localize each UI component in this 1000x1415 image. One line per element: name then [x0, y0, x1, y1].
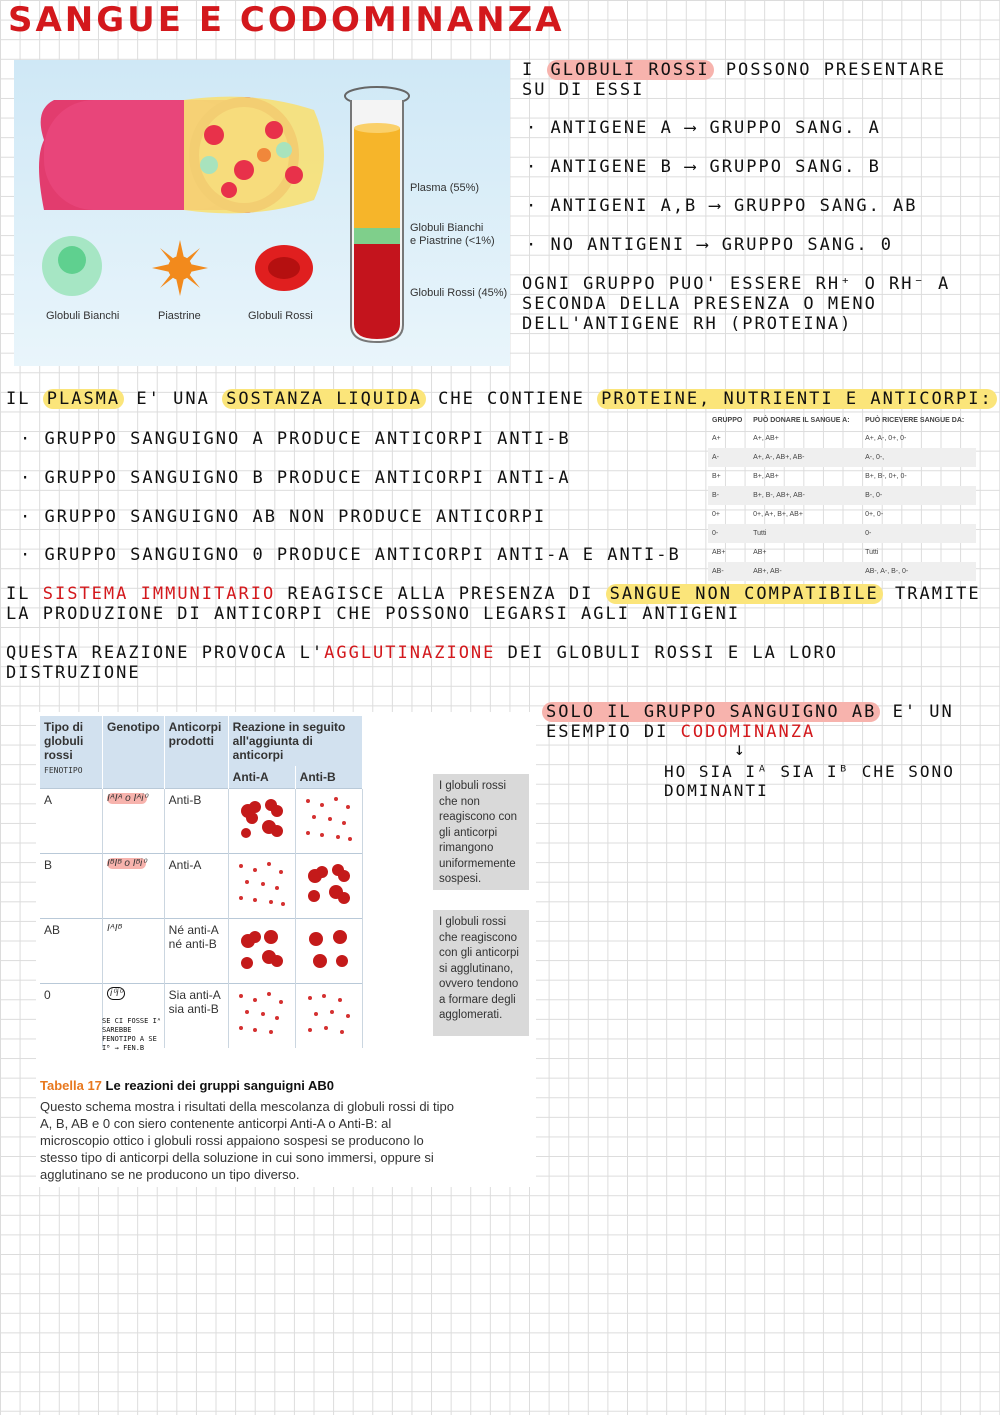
- table-row: 0- Tutti 0-: [708, 524, 976, 543]
- suspended-cells: [300, 988, 358, 1040]
- agglutinated-cells: [233, 923, 291, 975]
- table-caption: Tabella 17 Le reazioni dei gruppi sanguigni AB0 Questo schema mostra i risultati della mescolanza di globuli rossi di tipo A, B, AB e 0 con siero contenente anticorpi Anti-A o Anti-B: al microscopio ottico i globuli rossi appaiono sospesi se producono lo stesso tipo di anticorpi della soluzione in cui sono immersi, oppure si agglutinano se ne producono un tipo diverso.: [40, 1078, 455, 1182]
- codominance-note: SOLO IL GRUPPO SANGUIGNO AB E' UN: [542, 702, 954, 722]
- group-item: · GRUPPO SANGUIGNO AB NON PRODUCE ANTICORPI: [20, 507, 547, 527]
- reaction-header: Reazione in seguito all'aggiunta di anticorpi: [228, 716, 362, 766]
- immune-line-2: LA PRODUZIONE DI ANTICORPI CHE POSSONO LEGARSI AGLI ANTIGENI: [6, 604, 741, 624]
- rbc-label: Globuli Rossi: [248, 310, 313, 322]
- group-item: · GRUPPO SANGUIGNO B PRODUCE ANTICORPI ANTI-A: [20, 468, 571, 488]
- codominance-note-4: DOMINANTI: [664, 781, 769, 800]
- table-row: A+ A+, AB+ A+, A-, 0+, 0-: [712, 435, 907, 442]
- genotype-header: Genotipo: [103, 716, 165, 789]
- table-row: B- B+, B-, AB+, AB- B-, 0-: [708, 486, 976, 505]
- down-arrow-icon: ↓: [734, 739, 745, 760]
- callout-suspended: I globuli rossi che non reagiscono con gli anticorpi rimangono uniformemente sospesi.: [433, 774, 529, 890]
- blood-donation-table: [708, 412, 976, 581]
- codominance-note-2: ESEMPIO DI CODOMINANZA: [546, 722, 816, 742]
- plasma-line: IL PLASMA E' UNA SOSTANZA LIQUIDA CHE CONTIENE PROTEINE, NUTRIENTI E ANTICORPI:: [6, 389, 997, 409]
- antigen-item: · ANTIGENE B ⟶ GRUPPO SANG. B: [526, 157, 881, 177]
- antigen-item: · NO ANTIGENI ⟶ GRUPPO SANG. 0: [526, 235, 894, 255]
- agglutinated-cells: [300, 858, 358, 910]
- codominance-note-3: HO SIA Iᴬ SIA Iᴮ CHE SONO: [664, 762, 955, 781]
- page-title: SANGUE E CODOMINANZA: [8, 0, 565, 40]
- rh-note: DELL'ANTIGENE RH (PROTEINA): [522, 314, 853, 334]
- table-row: 0 i⁰i⁰ Sia anti-A sia anti-B: [40, 984, 362, 1049]
- wbc-label: Globuli Bianchi: [46, 310, 120, 322]
- blood-composition-figure: [14, 60, 510, 366]
- group-item: · GRUPPO SANGUIGNO A PRODUCE ANTICORPI ANTI-B: [20, 429, 571, 449]
- table-row: B IᴮIᴮ o Iᴮi⁰ Anti-A: [40, 854, 362, 919]
- abo-table: [40, 716, 363, 1048]
- suspended-cells: [300, 793, 358, 845]
- agglutinated-cells: [233, 793, 291, 845]
- reaction-line: QUESTA REAZIONE PROVOCA L'AGGLUTINAZIONE DEI GLOBULI ROSSI E LA LORO: [6, 643, 838, 663]
- table-header: PUÒ DONARE IL SANGUE A:: [753, 417, 850, 424]
- table-row: A- A+, A-, AB+, AB- A-, 0-,: [708, 448, 976, 467]
- callout-agglutinated: I globuli rossi che reagiscono con gli anticorpi si agglutinano, ovvero tendono a formare degli agglomerati.: [433, 910, 529, 1036]
- antigen-item: · ANTIGENI A,B ⟶ GRUPPO SANG. AB: [526, 196, 918, 216]
- group-item: · GRUPPO SANGUIGNO 0 PRODUCE ANTICORPI ANTI-A E ANTI-B: [20, 545, 681, 565]
- table-row: A IᴬIᴬ o Iᴬi⁰ Anti-B: [40, 789, 362, 854]
- suspended-cells: [233, 858, 291, 910]
- table-row: AB- AB+, AB- AB-, A-, B-, 0-: [708, 562, 976, 581]
- antigen-item: · ANTIGENE A ⟶ GRUPPO SANG. A: [526, 118, 881, 138]
- rbc-intro-2: SU DI ESSI: [522, 80, 645, 100]
- wbc-platelets-label: Globuli Bianchi: [410, 222, 484, 234]
- rbc-percent-label: Globuli Rossi (45%): [410, 287, 508, 299]
- platelets-label: Piastrine: [158, 310, 201, 322]
- anti-b-header: Anti-B: [295, 766, 362, 789]
- wbc-platelets-label-2: e Piastrine (<1%): [410, 235, 495, 247]
- table-row: AB+ AB+ Tutti: [712, 549, 879, 556]
- rh-note: OGNI GRUPPO PUO' ESSERE RH⁺ O RH⁻ A: [522, 274, 951, 294]
- table-header: GRUPPO: [712, 417, 743, 424]
- antibodies-header: Anticorpi prodotti: [164, 716, 228, 789]
- table-header: PUÒ RICEVERE SANGUE DA:: [865, 417, 965, 424]
- immune-line: IL SISTEMA IMMUNITARIO REAGISCE ALLA PRESENZA DI SANGUE NON COMPATIBILE TRAMITE: [6, 584, 981, 604]
- rbc-intro: I GLOBULI ROSSI POSSONO PRESENTARE: [522, 60, 947, 80]
- suspended-cells: [233, 988, 291, 1040]
- rbc-highlight: GLOBULI ROSSI: [547, 60, 714, 80]
- agglutinated-cells: [300, 923, 358, 975]
- plasma-label: Plasma (55%): [410, 182, 480, 194]
- table-row: B+ B+, AB+ B+, B-, 0+, 0-: [712, 473, 907, 480]
- table-row: 0+ 0+, A+, B+, AB+ 0+, 0-: [712, 511, 884, 518]
- phenotype-note: FENOTIPO: [44, 766, 83, 775]
- rh-note: SECONDA DELLA PRESENZA O MENO: [522, 294, 877, 314]
- anti-a-header: Anti-A: [228, 766, 295, 789]
- abo-reaction-figure: [36, 712, 536, 1187]
- type-header: Tipo di globuli rossi: [44, 720, 84, 762]
- handwritten-genotype-note: SE CI FOSSE Iᴬ SAREBBE FENOTIPO A SE Iᴮ → FEN.B: [102, 1017, 162, 1052]
- reaction-line-2: DISTRUZIONE: [6, 663, 141, 683]
- table-row: AB IᴬIᴮ Né anti-A né anti-B: [40, 919, 362, 984]
